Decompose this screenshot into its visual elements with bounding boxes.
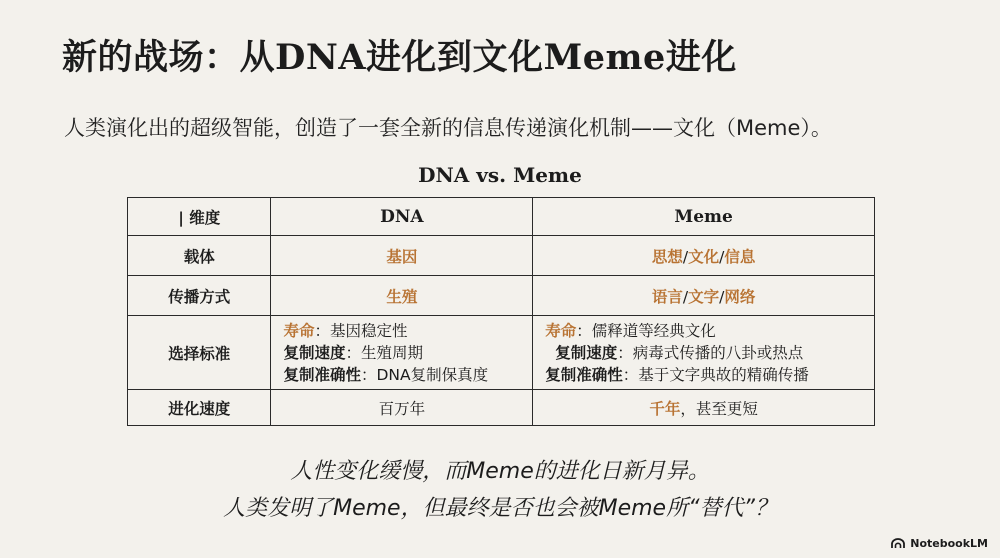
criterion-line: [283, 342, 532, 364]
brand-name: NotebookLM: [910, 537, 988, 550]
criterion-line: [545, 364, 874, 386]
table-row-spread: [128, 276, 875, 316]
criterion-key: 复制准确性: [283, 365, 361, 384]
dna-speed-value: 百万年: [271, 390, 533, 426]
table-row-speed: [128, 390, 875, 426]
meme-carrier-item: 思想: [651, 247, 683, 266]
row-label-spread: 传播方式: [128, 276, 271, 316]
separator: /: [682, 287, 689, 306]
meme-selection-cell: [533, 316, 875, 390]
brand-watermark: [891, 537, 988, 550]
comparison-table: [127, 197, 875, 426]
header-dna: DNA: [271, 198, 533, 236]
criterion-key: 复制速度: [283, 343, 346, 362]
criterion-value: ：病毒式传播的八卦或热点: [617, 343, 804, 362]
criterion-key: 复制准确性: [545, 365, 623, 384]
meme-speed-highlight: 千年: [649, 399, 681, 418]
criterion-value: ：生殖周期: [345, 343, 423, 362]
meme-spread-item: 文字: [688, 287, 720, 306]
meme-carrier-item: 文化: [688, 247, 720, 266]
table-caption: DNA vs. Meme: [418, 163, 582, 187]
criterion-line: [545, 320, 874, 342]
separator: /: [719, 247, 725, 266]
row-label-speed: 进化速度: [128, 390, 271, 426]
row-label-carrier: 载体: [128, 236, 271, 276]
slide-subtitle: 人类演化出的超级智能，创造了一套全新的信息传递演化机制——文化（Meme）。: [64, 116, 832, 140]
header-meme: Meme: [533, 198, 875, 236]
criterion-value: ：DNA复制保真度: [360, 365, 489, 384]
criterion-key: 寿命: [283, 321, 315, 340]
criterion-value: ：基因稳定性: [314, 321, 408, 340]
table-row-carrier: [128, 236, 875, 276]
table-row-selection: [128, 316, 875, 390]
meme-speed-cell: [533, 390, 875, 426]
closing-line-1: 人性变化缓慢，而Meme的进化日新月异。: [290, 459, 710, 484]
criterion-value: ：基于文字典故的精确传播: [622, 365, 809, 384]
header-dimension: | 维度: [128, 198, 271, 236]
meme-spread-item: 语言: [651, 287, 683, 306]
meme-speed-rest: ，甚至更短: [680, 399, 758, 418]
criterion-key: 复制速度: [555, 343, 618, 362]
table-header-row: [128, 198, 875, 236]
criterion-line: [283, 320, 532, 342]
dna-carrier-value: 基因: [386, 247, 418, 266]
criterion-line: [283, 364, 532, 386]
closing-line-2: 人类发明了Meme，但最终是否也会被Meme所“替代”？: [223, 496, 777, 521]
meme-spread-cell: [533, 276, 875, 316]
row-label-selection: 选择标准: [128, 316, 271, 390]
separator: /: [682, 247, 689, 266]
notebooklm-logo-icon: [891, 538, 905, 549]
criterion-line: [545, 342, 874, 364]
criterion-key: 寿命: [545, 321, 577, 340]
dna-spread-value: 生殖: [386, 287, 418, 306]
meme-spread-item: 网络: [724, 287, 756, 306]
criterion-value: ：儒释道等经典文化: [576, 321, 716, 340]
meme-carrier-cell: [533, 236, 875, 276]
dna-selection-cell: [271, 316, 533, 390]
meme-carrier-item: 信息: [724, 247, 756, 266]
separator: /: [719, 287, 725, 306]
slide-title: 新的战场：从DNA进化到文化Meme进化: [62, 37, 737, 78]
